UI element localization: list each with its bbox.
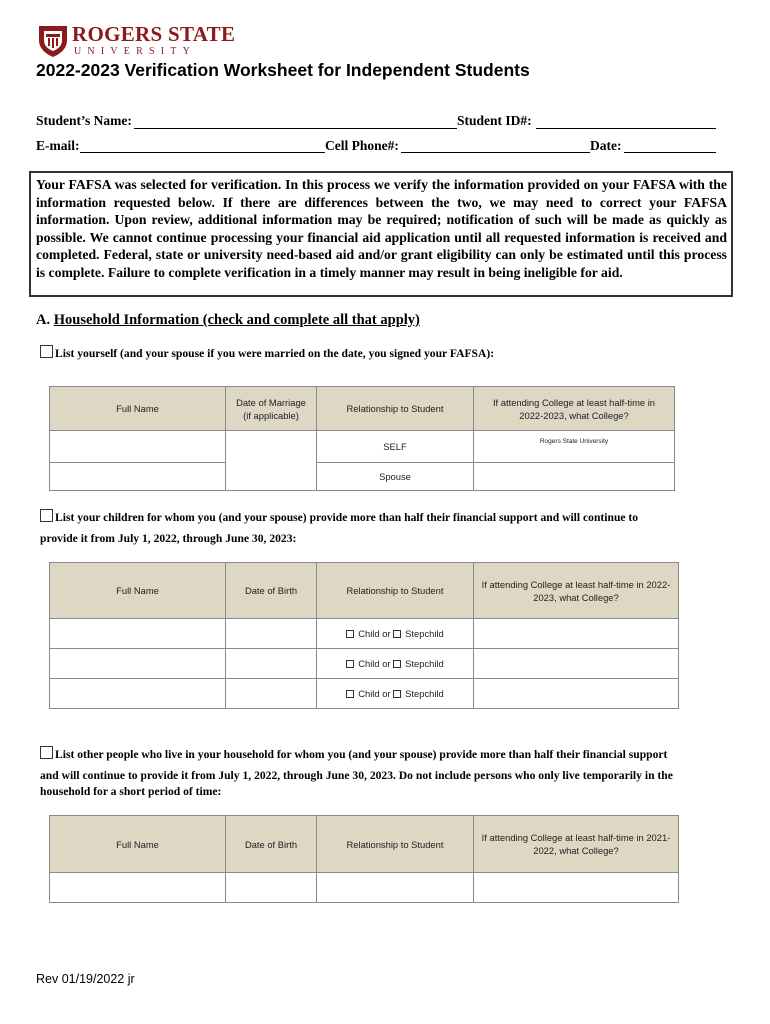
other-household-table	[49, 815, 679, 903]
spouse-college-cell[interactable]	[474, 463, 675, 491]
stepchild-option: Stepchild	[405, 688, 444, 699]
child-checkbox[interactable]	[346, 690, 354, 698]
date-field[interactable]	[624, 152, 716, 153]
section-a-heading	[36, 312, 420, 329]
self-relationship-cell: SELF	[317, 431, 474, 463]
child-option: Child	[358, 628, 380, 639]
or-text: or	[382, 628, 391, 639]
child-relationship-cell	[317, 679, 474, 709]
table-row	[50, 873, 679, 903]
table-row	[50, 649, 679, 679]
list-others-instruction-1: List other people who live in your household for whom you (and your spouse) provide more than half their financial support	[55, 748, 668, 761]
date-label: Date:	[590, 138, 622, 153]
list-others-line	[40, 746, 667, 761]
header-full-name: Full Name	[50, 816, 226, 873]
child-full-name-cell[interactable]	[50, 649, 226, 679]
email-field[interactable]	[80, 152, 325, 153]
header-relationship: Relationship to Student	[317, 816, 474, 873]
header-relationship: Relationship to Student	[317, 563, 474, 619]
header-college: If attending College at least half-time in 2022-2023, what College?	[474, 387, 675, 431]
section-a-prefix: A.	[36, 312, 54, 328]
list-children-checkbox[interactable]	[40, 509, 53, 522]
header-college: If attending College at least half-time in 2021-2022, what College?	[474, 816, 679, 873]
stepchild-checkbox[interactable]	[393, 630, 401, 638]
email-label: E-mail:	[36, 138, 80, 153]
self-full-name-cell[interactable]	[50, 431, 226, 463]
child-dob-cell[interactable]	[226, 619, 317, 649]
child-relationship-cell	[317, 619, 474, 649]
child-full-name-cell[interactable]	[50, 619, 226, 649]
student-name-label: Student’s Name:	[36, 113, 132, 128]
child-full-name-cell[interactable]	[50, 679, 226, 709]
spouse-relationship-cell: Spouse	[317, 463, 474, 491]
student-name-field[interactable]	[134, 128, 457, 129]
header-full-name: Full Name	[50, 387, 226, 431]
table-row	[50, 619, 679, 649]
stepchild-option: Stepchild	[405, 658, 444, 669]
child-college-cell[interactable]	[474, 649, 679, 679]
section-a-title: Household Information (check and complete all that apply)	[53, 312, 420, 328]
other-dob-cell[interactable]	[226, 873, 317, 903]
stepchild-checkbox[interactable]	[393, 660, 401, 668]
date-of-marriage-cell[interactable]	[226, 431, 317, 491]
child-dob-cell[interactable]	[226, 679, 317, 709]
child-checkbox[interactable]	[346, 660, 354, 668]
header-date-of-birth: Date of Birth	[226, 816, 317, 873]
list-yourself-line	[40, 345, 494, 360]
child-dob-cell[interactable]	[226, 649, 317, 679]
cell-phone-label: Cell Phone#:	[325, 138, 399, 153]
spouse-full-name-cell[interactable]	[50, 463, 226, 491]
or-text: or	[382, 688, 391, 699]
table-row	[50, 679, 679, 709]
other-college-cell[interactable]	[474, 873, 679, 903]
cell-phone-field[interactable]	[401, 152, 590, 153]
header-date-of-birth: Date of Birth	[226, 563, 317, 619]
child-relationship-cell	[317, 649, 474, 679]
list-children-instruction-1: List your children for whom you (and your spouse) provide more than half their financial support and will continue to	[55, 511, 639, 524]
child-option: Child	[358, 658, 380, 669]
list-yourself-instruction: List yourself (and your spouse if you were married on the date, you signed your FAFSA):	[55, 347, 495, 360]
stepchild-checkbox[interactable]	[393, 690, 401, 698]
header-full-name: Full Name	[50, 563, 226, 619]
other-relationship-cell[interactable]	[317, 873, 474, 903]
logo-subtitle: UNIVERSITY	[74, 46, 196, 57]
page-title: 2022-2023 Verification Worksheet for Independent Students	[36, 60, 530, 80]
list-yourself-checkbox[interactable]	[40, 345, 53, 358]
household-self-table	[49, 386, 675, 491]
stepchild-option: Stepchild	[405, 628, 444, 639]
list-others-checkbox[interactable]	[40, 746, 53, 759]
child-option: Child	[358, 688, 380, 699]
list-others-instruction-3: household for a short period of time:	[40, 785, 222, 798]
verification-notice: Your FAFSA was selected for verification. In this process we verify the information provided on your FAFSA with the information requested below. If there are differences between the two, we may need to correct your FAFSA information. Upon review, additional information may be required; notification of such will be made as quickly as possible. We cannot continue processing your financial aid application until all requested information is received and completed. Federal, state or university need-based aid and/or grant eligibility can only be estimated until this process is complete. Failure to complete verification in a timely manner may result in being ineligible for aid.	[29, 171, 733, 297]
list-children-line	[40, 509, 638, 524]
or-text: or	[382, 658, 391, 669]
student-id-label: Student ID#:	[457, 113, 532, 128]
shield-icon	[36, 24, 70, 58]
logo-name: ROGERS STATE	[72, 22, 236, 46]
child-college-cell[interactable]	[474, 619, 679, 649]
student-id-field[interactable]	[536, 128, 716, 129]
university-logo	[36, 22, 236, 60]
header-college: If attending College at least half-time in 2022-2023, what College?	[474, 563, 679, 619]
header-date-of-marriage: Date of Marriage (if applicable)	[226, 387, 317, 431]
revision-footer: Rev 01/19/2022 jr	[36, 972, 135, 986]
other-full-name-cell[interactable]	[50, 873, 226, 903]
child-checkbox[interactable]	[346, 630, 354, 638]
child-college-cell[interactable]	[474, 679, 679, 709]
children-table	[49, 562, 679, 709]
list-children-instruction-2: provide it from July 1, 2022, through June 30, 2023:	[40, 532, 297, 545]
list-others-instruction-2: and will continue to provide it from July 1, 2022, through June 30, 2023. Do not include persons who only live temporarily in the	[40, 769, 673, 782]
header-relationship: Relationship to Student	[317, 387, 474, 431]
self-college-cell: Rogers State University	[474, 431, 675, 463]
